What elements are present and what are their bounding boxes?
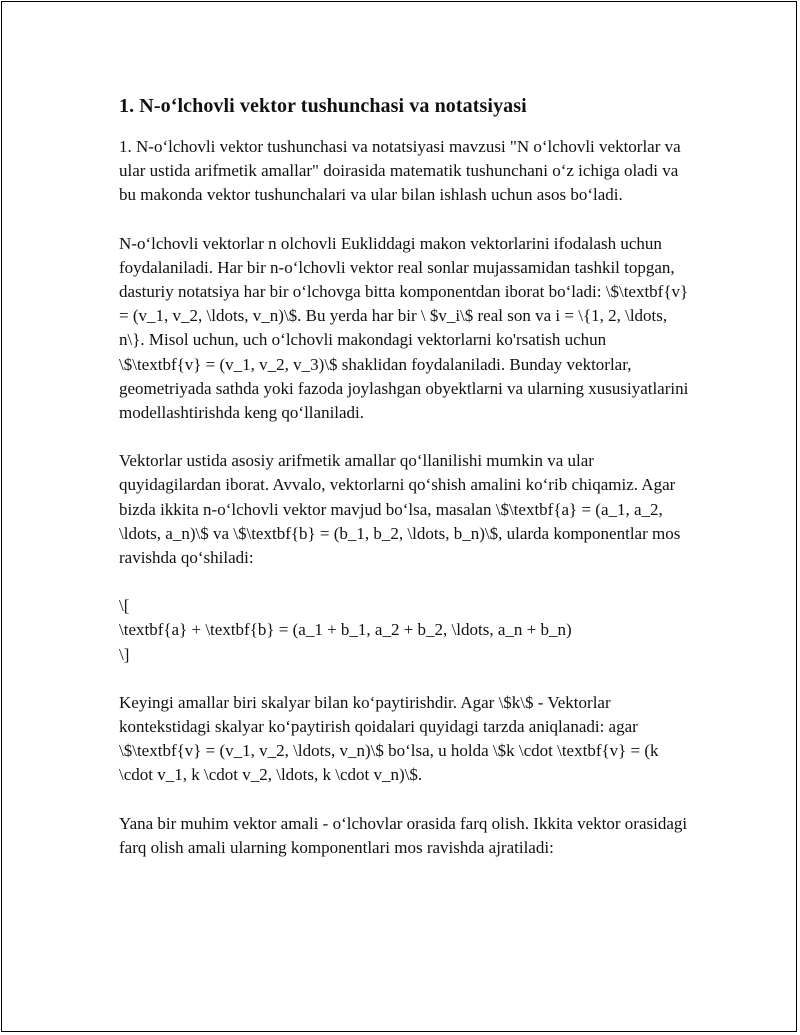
formula-block <box>119 594 689 667</box>
formula-close-line: \] <box>119 644 130 664</box>
paragraph-vector-addition: Vektorlar ustida asosiy arifmetik amallar qo‘llanilishi mumkin va ular quyidagilardan iborat. Avvalo, vektorlarni qo‘shish amalini ko‘rib chiqamiz. Agar bizda ikkita n-o‘lchovli vektor mavjud bo‘lsa, masalan \$\textbf{a} = (a_1, a_2, \ldots, a_n)\$ va \$\textbf{b} = (b_1, b_2, \ldots, b_n)\$, ularda komponentlar mos ravishda qo‘shiladi: <box>119 451 685 568</box>
formula-body-line: \textbf{a} + \textbf{b} = (a_1 + b_1, a_2 + b_2, \ldots, a_n + b_n) <box>119 620 572 640</box>
document-content <box>119 92 693 860</box>
paragraph-vector-subtraction: Yana bir muhim vektor amali - o‘lchovlar orasida farq olish. Ikkita vektor orasidagi farq olish amali ularning komponentlari mos ravishda ajratiladi: <box>119 813 692 857</box>
paragraph-intro: 1. N-o‘lchovli vektor tushunchasi va notatsiyasi mavzusi "N o‘lchovli vektorlar va ular ustida arifmetik amallar" doirasida matematik tushunchani o‘z ichiga oladi va bu makonda vektor tushunchalari va ular bilan ishlash uchun asos bo‘ladi. <box>119 137 685 205</box>
paragraph-scalar-multiplication: Keyingi amallar biri skalyar bilan ko‘paytirishdir. Agar \$k\$ - Vektorlar kontekstidagi skalyar ko‘paytirish qoidalari quyidagi tarzda aniqlanadi: agar \$\textbf{v} = (v_1, v_2, \ldots, v_n)\$ bo‘lsa, u holda \$k \cdot \textbf{v} = (k \cdot v_1, k \cdot v_2, \ldots, k \cdot v_n)\$. <box>119 692 663 785</box>
section-heading: 1. N-o‘lchovli vektor tushunchasi va notatsiyasi <box>119 95 527 117</box>
formula-open-line: \[ <box>119 596 130 616</box>
paragraph-n-dimensional-vectors: N-o‘lchovli vektorlar n olchovli Eukliddagi makon vektorlarini ifodalash uchun foydalaniladi. Har bir n-o‘lchovli vektor real sonlar mujassamidan tashkil topgan, dasturiy notatsiya har bir o‘lchovga bitta komponentdan iborat bo‘ladi: \$\textbf{v} = (v_1, v_2, \ldots, v_n)\$. Bu yerda har bir \ $v_i\$ real son va i = \{1, 2, \ldots, n\}. Misol uchun, uch o‘lchovli makondagi vektorlarni ko'rsatish uchun \$\textbf{v} = (v_1, v_2, v_3)\$ shaklidan foydalaniladi. Bunday vektorlar, geometriyada sathda yoki fazoda joylashgan obyektlarni va ularning xususiyatlarini modellashtirishda keng qo‘llaniladi. <box>119 233 693 423</box>
document-page <box>1 1 797 1032</box>
